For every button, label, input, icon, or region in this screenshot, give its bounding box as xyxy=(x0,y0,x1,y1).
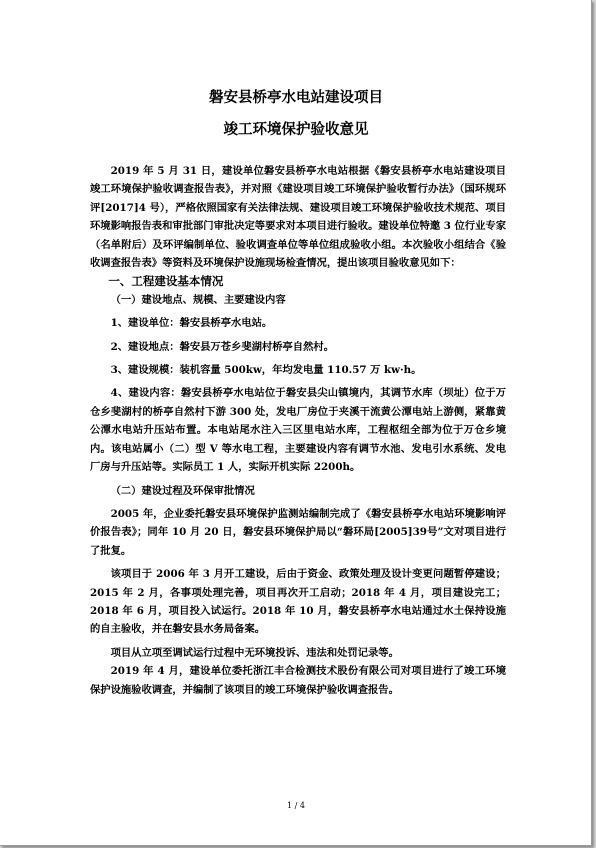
document-title-line2: 竣工环境保护验收意见 xyxy=(223,122,369,138)
item-construction-content: 4、建设内容：磐安县桥亭水电站位于磐安县尖山镇境内，其调节水库（坝址）位于万仓乡斐湖村的桥亭自然村下游 300 处，发电厂房位于夹溪干流黄公潭电站上游侧，紧靠黄公潭水电站升压站布置。本电站尾水注入三区里电站水库，工程枢纽全部为位于万仓乡境内。该电站属小（二）型 V 等水电工程，主要建设内容有调节水池、发电引水系统、发电厂房与升压站等。实际员工 1 人，实际开机实际 2200h。 xyxy=(90,387,506,474)
paragraph-acceptance-survey: 2019 年 4 月，建设单位委托浙江丰合检测技术股份有限公司对项目进行了竣工环境保护设施验收调查，并编制了该项目的竣工环境保护验收调查报告。 xyxy=(90,665,506,696)
paragraph-no-complaints: 项目从立项至调试运行过程中无环境投诉、违法和处罚记录等。 xyxy=(110,646,399,659)
document-title-line1: 磐安县桥亭水电站建设项目 xyxy=(209,90,383,106)
item-construction-location: 2、建设地点：磐安县万苍乡斐湖村桥亭自然村。 xyxy=(110,340,334,353)
intro-paragraph: 2019 年 5 月 31 日，建设单位磐安县桥亭水电站根据《磐安县桥亭水电站建设项目竣工环境保护验收调查报告表》，并对照《建设项目竣工环境保护验收暂行办法》（国环规环评[2017]4 号），严格依照国家有关法律法规、建设项目竣工环境保护验收技术规范、项目环境影响报告表和审批部门审批决定等要求对本项目进行验收。建设单位特邀 3 位行业专家（名单附后）及环评编制单位、验收调查单位等单位组成验收小组。本次验收小组结合《验收调查报告表》等资料及环境保护设施现场检查情况，提出该项目验收意见如下： xyxy=(90,165,506,270)
subsection-heading-1: （一）建设地点、规模、主要建设内容 xyxy=(110,293,286,306)
item-construction-unit: 1、建设单位：磐安县桥亭水电站。 xyxy=(110,317,273,330)
section-heading-1: 一、工程建设基本情况 xyxy=(108,274,224,289)
page-number: 1 / 4 xyxy=(287,801,305,810)
document-body xyxy=(90,162,506,699)
paragraph-construction-timeline: 该项目于 2006 年 3 月开工建设，后由于资金、政策处理及设计变更问题暂停建设；2015 年 2 月，各事项处理完善，项目再次开工启动；2018 年 4 月，项目建设完工；2018 年 6 月，项目投入试运行。2018 年 10 月，磐安县桥亭水电站通过水土保持设施的自主验收，并在磐安县水务局备案。 xyxy=(90,568,506,636)
item-construction-scale: 3、建设规模：装机容量 500kw，年均发电量 110.57 万 kw·h。 xyxy=(110,364,422,377)
paragraph-eia-approval: 2005 年，企业委托磐安县环境保护监测站编制完成了《磐安县桥亭水电站环境影响评价报告表》；同年 10 月 20 日，磐安县环境保护局以“磐环局[2005]39号”文对项目进行了批复。 xyxy=(90,507,506,557)
subsection-heading-2: （二）建设过程及环保审批情况 xyxy=(110,484,255,497)
